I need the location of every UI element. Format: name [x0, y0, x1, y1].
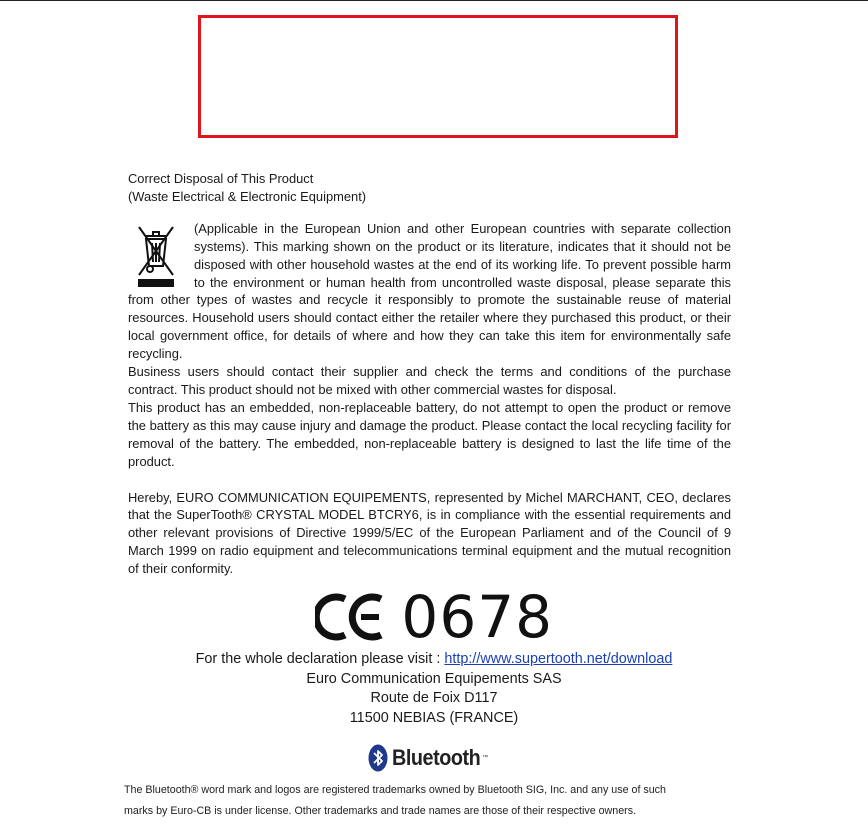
disposal-section — [128, 170, 731, 578]
disposal-paragraph-1: (Applicable in the European Union and other European countries with separate collection systems). This marking shown on the product or its literature, indicates that it should not be disposed with other household wastes at the end of its working life. To prevent possible harm to the environment or human health from uncontrolled waste disposal, please separate this from other types of wastes and recycle it responsibly to promote the sustainable reuse of material resources. Household users should contact either the retailer where they purchased this product, or their local government office, for details of where and how they can take this item for environmentally safe recycling. — [128, 220, 731, 362]
address-city: 11500 NEBIAS (FRANCE) — [349, 710, 519, 726]
crossed-out-wheelie-bin-icon — [134, 222, 178, 288]
notified-body-number: 0678 — [401, 583, 554, 651]
bluetooth-tm: ™ — [482, 755, 489, 761]
declaration-text: Hereby, EURO COMMUNICATION EQUIPEMENTS, represented by Michel MARCHANT, CEO, declares that the SuperTooth® CRYSTAL MODEL BTCRY6, is in compliance with the essential requirements and other relevant provisions of Directive 1999/5/EC of the European Parliament and of the Council of 9 March 1999 on radio equipment and telecommunications terminal equipment and the mutual recognition of their conformity. — [128, 489, 731, 577]
address-road: Route de Foix D117 — [370, 690, 498, 706]
bluetooth-icon — [368, 744, 388, 772]
bluetooth-wordmark: Bluetooth — [392, 745, 481, 770]
trademark-notice — [124, 780, 744, 822]
disposal-title: Correct Disposal of This Product — [128, 171, 314, 186]
disposal-subtitle: (Waste Electrical & Electronic Equipment) — [128, 188, 367, 204]
trademark-line-2: marks by Euro-CB is under license. Other trademarks and trade names are those of their respective owners. — [124, 805, 637, 817]
ce-row — [0, 583, 868, 651]
placeholder-box — [198, 15, 678, 138]
bluetooth-logo — [368, 742, 488, 774]
top-rule — [0, 0, 868, 1]
disposal-paragraph-3: This product has an embedded, non-replaceable battery, do not attempt to open the product or remove the battery as this may cause injury and damage the product. Please contact the local recycling facility for removal of the battery. The embedded, non-replaceable battery is designed to last the life time of the product. — [128, 399, 731, 469]
trademark-line-1: The Bluetooth® word mark and logos are registered trademarks owned by Bluetooth SIG, Inc. and any use of such — [124, 784, 666, 796]
declaration-visit-line — [0, 650, 868, 670]
company-name: Euro Communication Equipements SAS — [306, 671, 562, 687]
disposal-paragraph-2: Business users should contact their supplier and check the terms and conditions of the purchase contract. This product should not be mixed with other commercial wastes for disposal. — [128, 364, 731, 397]
visit-text: For the whole declaration please visit : — [195, 651, 445, 667]
ce-mark-icon — [315, 591, 389, 643]
download-link[interactable]: http://www.supertooth.net/download — [444, 651, 673, 667]
